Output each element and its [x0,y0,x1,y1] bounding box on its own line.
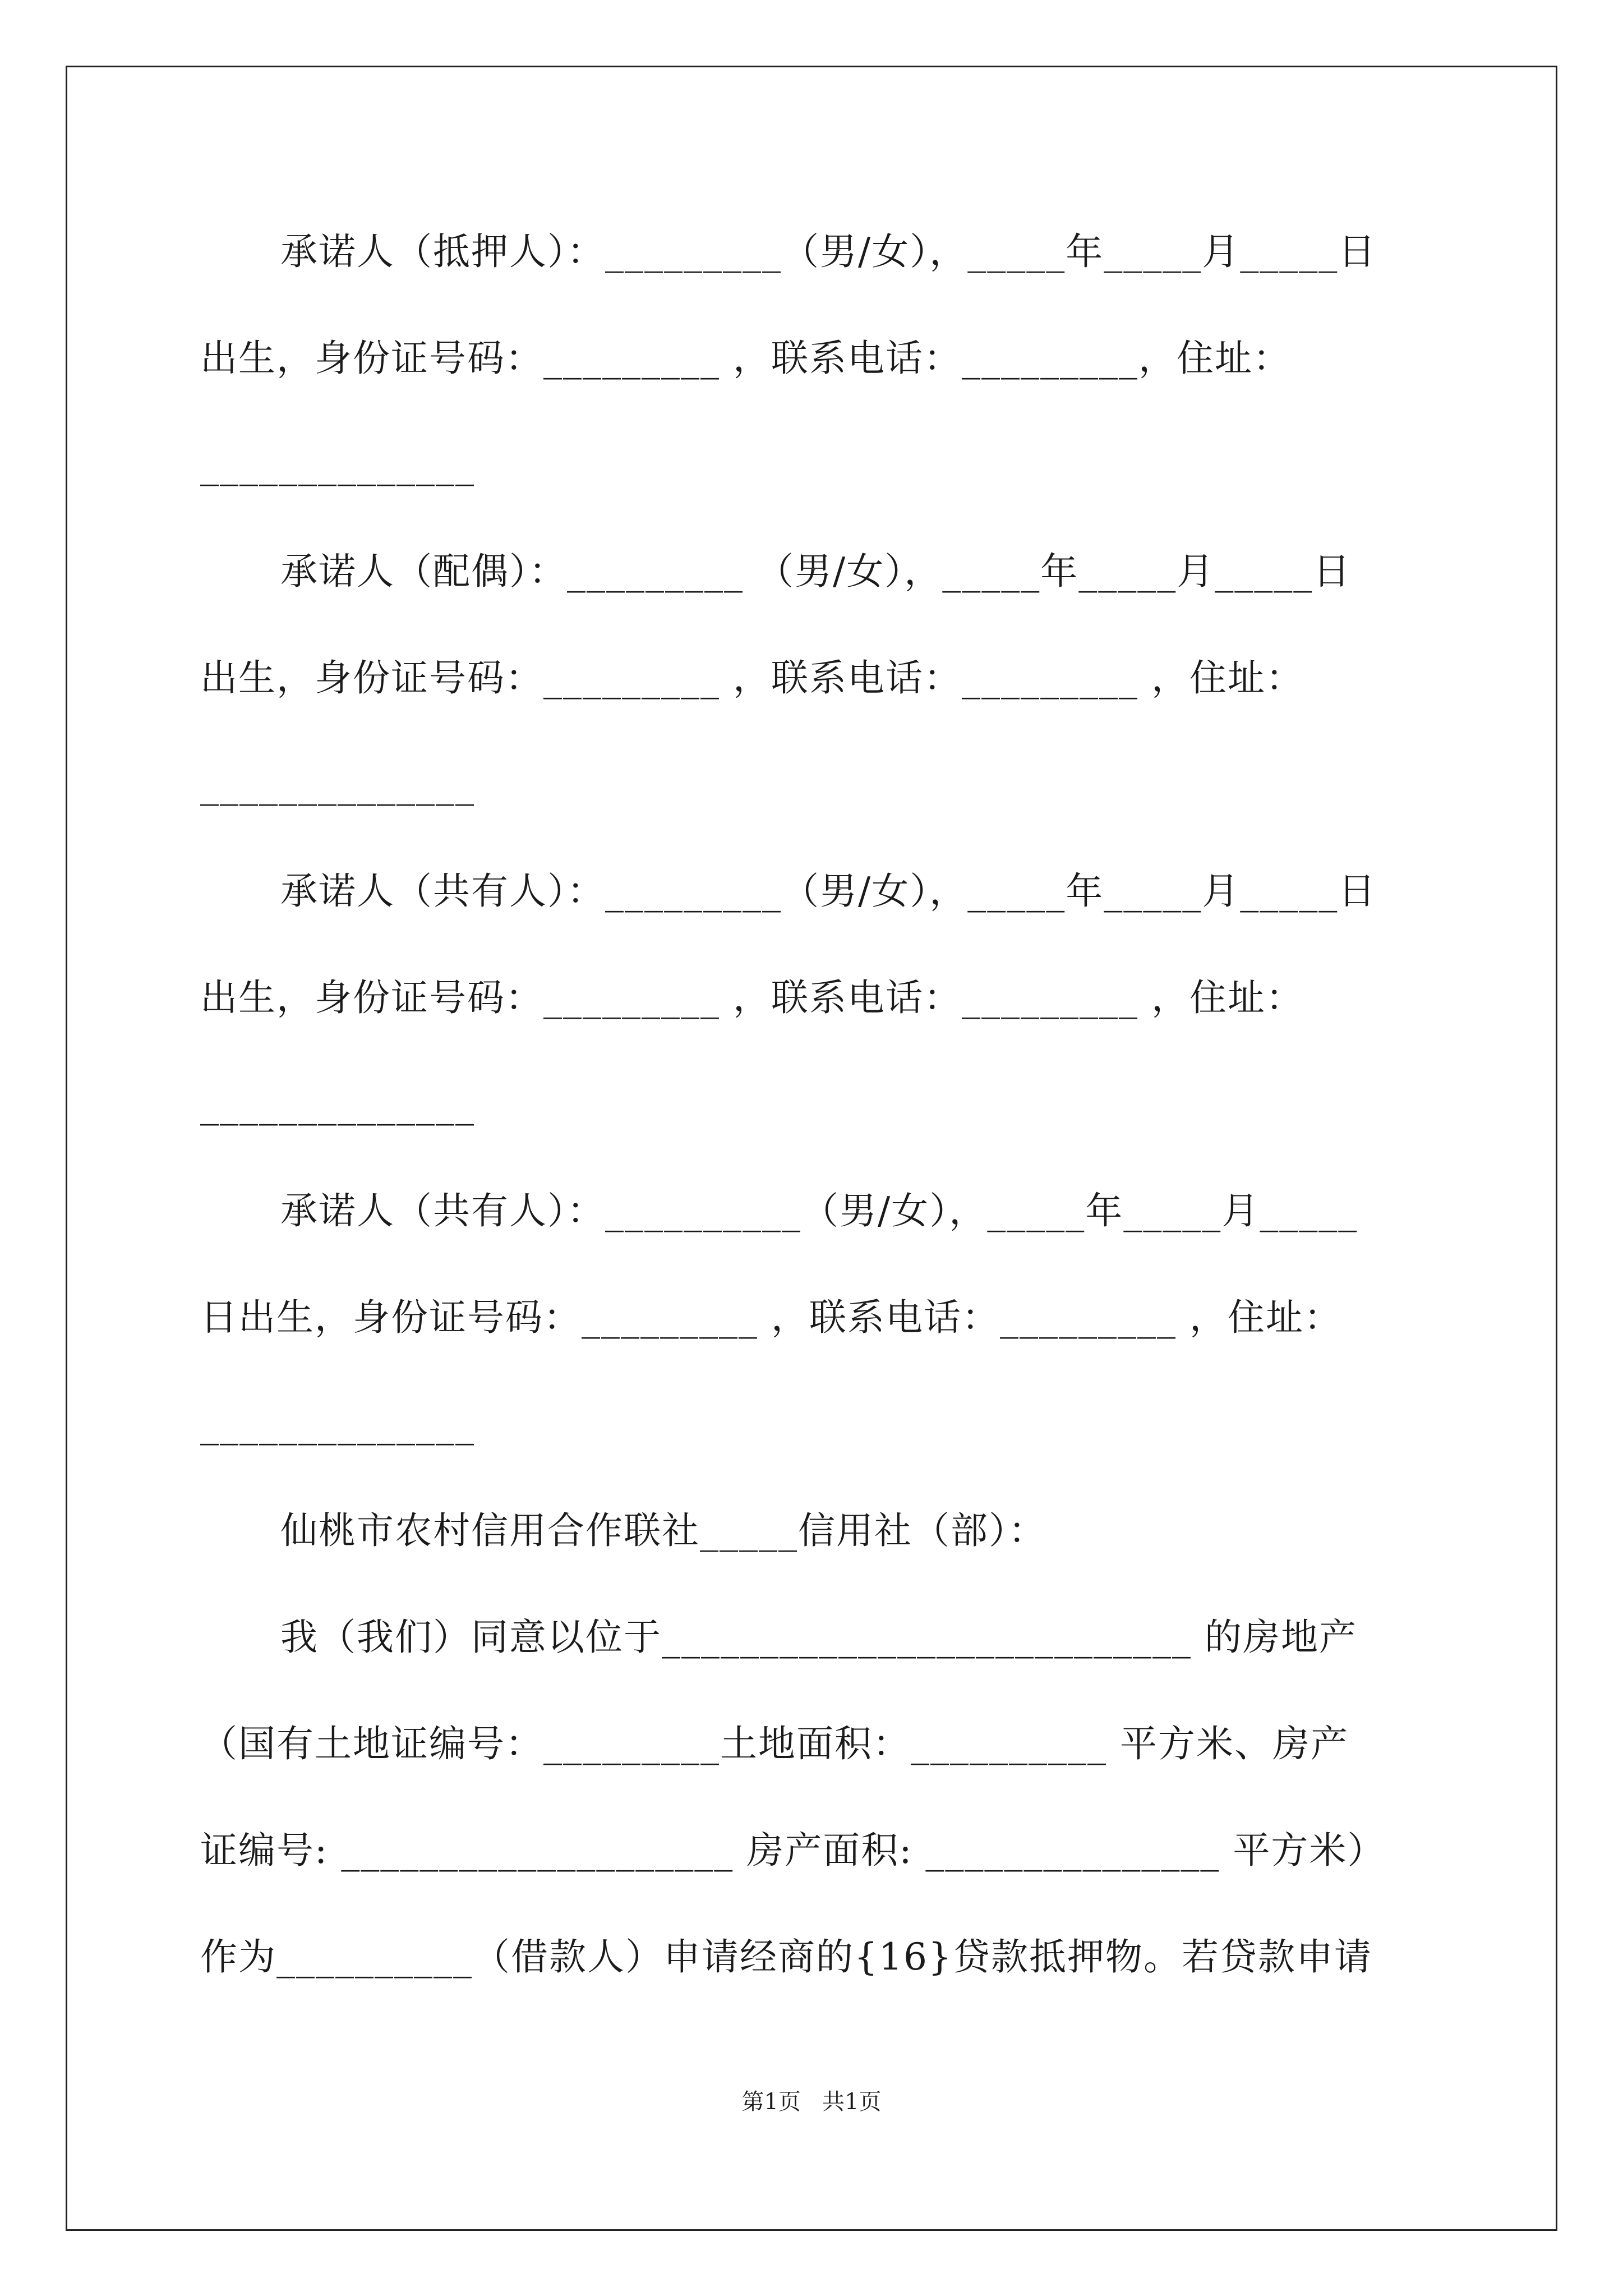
co-owner-1-address-blank: ______________ [200,1083,475,1126]
page-border [66,66,1557,2231]
mortgagor-address-blank: ______________ [200,443,475,486]
body-line-1: 我（我们）同意以位于___________________________ 的房地产 [280,1616,1357,1659]
page-number-footer: 第1页 共1页 [741,2089,882,2115]
body-line-4: 作为__________（借款人）申请经商的{16}贷款抵押物。若贷款申请 [200,1935,1372,1978]
co-owner-1-line-1: 承诺人（共有人）：_________（男/女），_____年_____月_____日 [280,869,1377,913]
co-owner-1-line-2: 出生，身份证号码：_________ ，联系电话：_________ ，住址： [200,976,1304,1019]
mortgagor-line-1: 承诺人（抵押人）：_________（男/女），_____年_____月_____日 [280,230,1377,273]
spouse-line-2: 出生，身份证号码：_________ ，联系电话：_________ ，住址： [200,656,1304,700]
co-owner-2-line-2: 日出生，身份证号码：_________ ，联系电话：_________ ，住址： [200,1296,1342,1339]
co-owner-2-address-blank: ______________ [200,1402,475,1446]
addressee-line: 仙桃市农村信用合作联社_____信用社（部）： [280,1509,1046,1552]
mortgagor-line-2: 出生，身份证号码：_________ ，联系电话：_________，住址： [200,337,1291,380]
body-line-2: （国有土地证编号：_________土地面积：__________ 平方米、房产 [200,1722,1349,1765]
co-owner-2-line-1: 承诺人（共有人）：__________（男/女），_____年_____月_____ [280,1189,1358,1232]
spouse-address-blank: ______________ [200,763,475,806]
spouse-line-1: 承诺人（配偶）：_________ （男/女），_____年_____月_____日 [280,550,1352,593]
body-line-3: 证编号: ____________________ 房产面积: _______________ 平方米） [200,1829,1386,1872]
